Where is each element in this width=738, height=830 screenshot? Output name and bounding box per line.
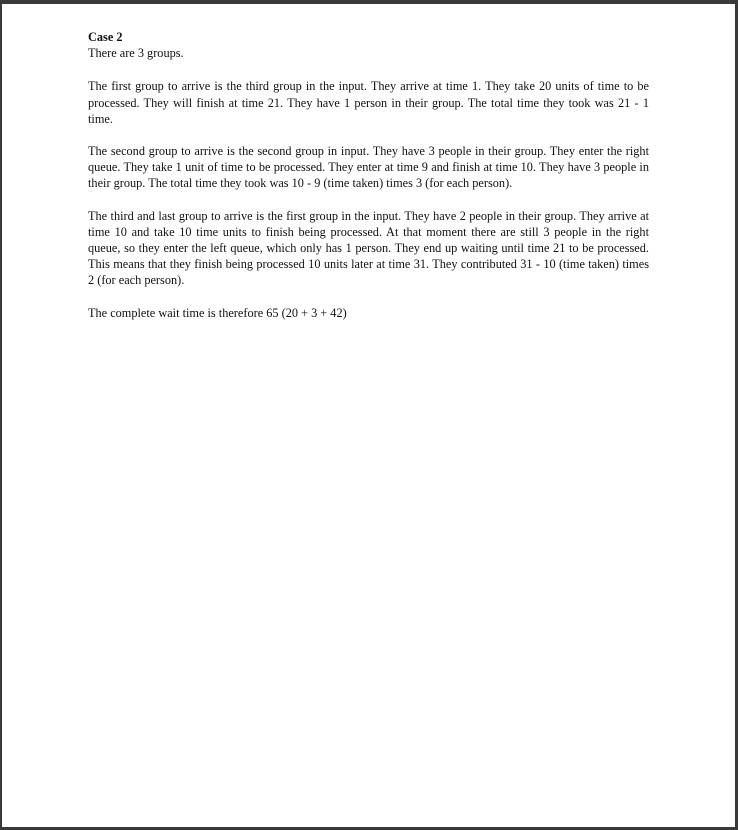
- paragraph-total-wait: The complete wait time is therefore 65 (20 + 3 + 42): [88, 305, 347, 320]
- intro-text: There are 3 groups.: [88, 46, 184, 61]
- document-page: [2, 4, 735, 827]
- paragraph-second-group: The second group to arrive is the second group in input. They have 3 people in their group. They enter the right queue. They take 1 unit of time to be processed. They enter at time 9 and finish at time 10. They have 3 people in their group. The total time they took was 10 - 9 (time taken) times 3 (for each person).: [88, 144, 649, 191]
- case-heading: Case 2: [88, 30, 123, 44]
- paragraph-first-group: The first group to arrive is the third group in the input. They arrive at time 1. They take 20 units of time to be processed. They will finish at time 21. They have 1 person in their group. The total time they took was 21 - 1 time.: [88, 79, 649, 126]
- paragraph-third-group: The third and last group to arrive is the first group in the input. They have 2 people in their group. They arrive at time 10 and take 10 time units to finish being processed. At that moment there are still 3 people in the right queue, so they enter the left queue, which only has 1 person. They end up waiting until time 21 to be processed. This means that they finish being processed 10 units later at time 31. They contributed 31 - 10 (time taken) times 2 (for each person).: [88, 208, 649, 288]
